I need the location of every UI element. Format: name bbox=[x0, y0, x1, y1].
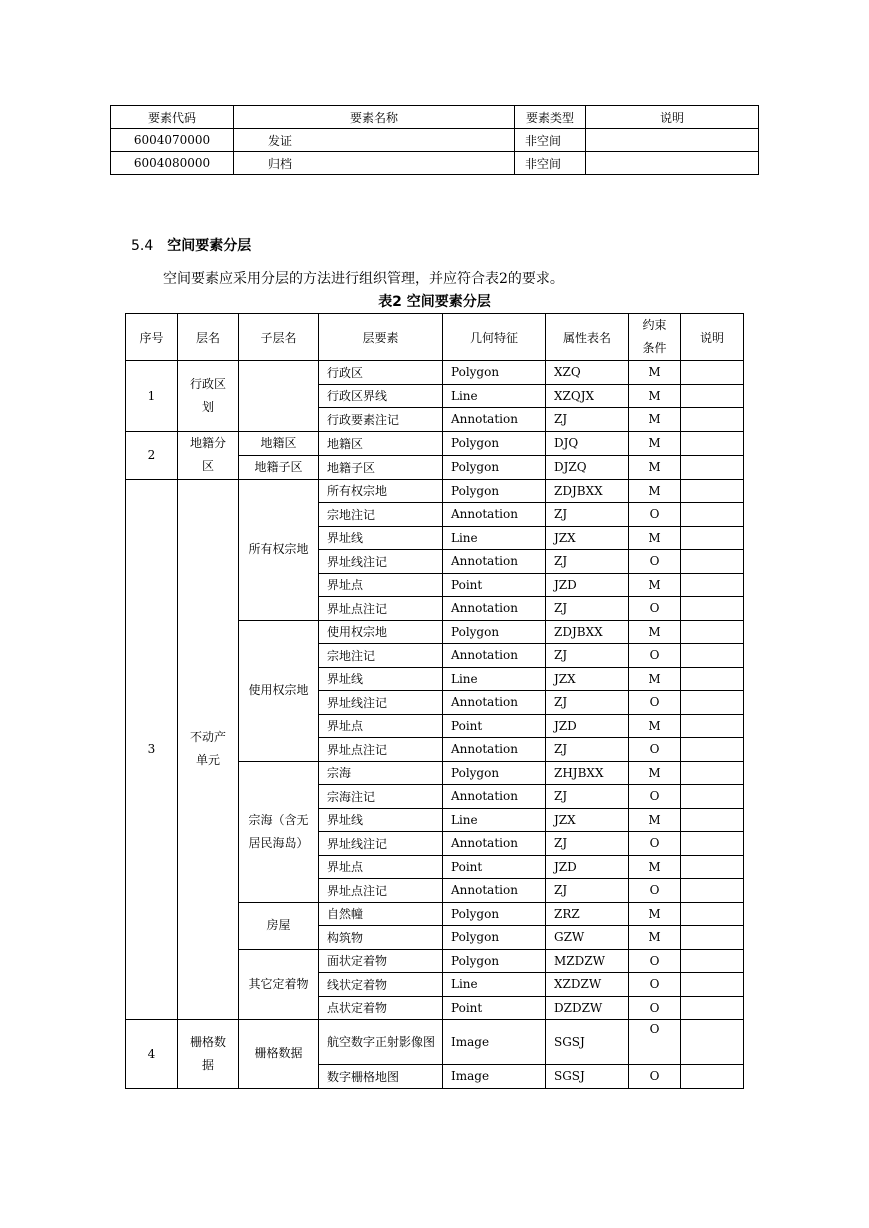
sublayer-cell: 宗海（含无居民海岛） bbox=[239, 761, 319, 902]
constraint-cell: O bbox=[629, 973, 681, 997]
attr-table-cell: ZJ bbox=[546, 408, 629, 432]
attr-table-cell: ZHJBXX bbox=[546, 761, 629, 785]
feature-cell: 界址线注记 bbox=[319, 832, 443, 856]
constraint-cell: M bbox=[629, 573, 681, 597]
table-caption: 表2 空间要素分层 bbox=[378, 294, 491, 310]
spatial-layer-table bbox=[125, 313, 744, 1089]
feature-cell: 界址线 bbox=[319, 667, 443, 691]
constraint-cell: M bbox=[629, 714, 681, 738]
header-cell: 要素名称 bbox=[234, 106, 515, 129]
type-cell: 非空间 bbox=[515, 152, 586, 175]
note-cell bbox=[681, 431, 744, 455]
geometry-cell: Annotation bbox=[443, 644, 546, 668]
geometry-cell: Annotation bbox=[443, 738, 546, 762]
geometry-cell: Polygon bbox=[443, 620, 546, 644]
code-cell: 6004070000 bbox=[111, 129, 234, 152]
constraint-cell: M bbox=[629, 902, 681, 926]
attr-table-cell: DJZQ bbox=[546, 455, 629, 479]
sublayer-cell: 地籍子区 bbox=[239, 455, 319, 479]
note-cell bbox=[681, 408, 744, 432]
constraint-cell: O bbox=[629, 1065, 681, 1089]
feature-cell: 宗海注记 bbox=[319, 785, 443, 809]
feature-cell: 所有权宗地 bbox=[319, 479, 443, 503]
note-cell bbox=[681, 738, 744, 762]
note-cell bbox=[681, 1065, 744, 1089]
attr-table-cell: JZD bbox=[546, 855, 629, 879]
feature-cell: 宗地注记 bbox=[319, 503, 443, 527]
attr-table-cell: GZW bbox=[546, 926, 629, 950]
header-cell: 几何特征 bbox=[443, 314, 546, 361]
note-cell bbox=[681, 902, 744, 926]
attr-table-cell: XZDZW bbox=[546, 973, 629, 997]
note-cell bbox=[681, 996, 744, 1020]
feature-cell: 行政要素注记 bbox=[319, 408, 443, 432]
constraint-cell: M bbox=[629, 479, 681, 503]
constraint-cell: O bbox=[629, 785, 681, 809]
attr-table-cell: ZJ bbox=[546, 879, 629, 903]
constraint-cell: O bbox=[629, 550, 681, 574]
geometry-cell: Annotation bbox=[443, 408, 546, 432]
note-cell bbox=[681, 785, 744, 809]
table-row bbox=[111, 129, 759, 152]
header-cell: 序号 bbox=[126, 314, 178, 361]
feature-cell: 界址点注记 bbox=[319, 597, 443, 621]
header-cell: 子层名 bbox=[239, 314, 319, 361]
body-paragraph: 空间要素应采用分层的方法进行组织管理，并应符合表2的要求。 bbox=[163, 271, 564, 287]
feature-cell: 宗地注记 bbox=[319, 644, 443, 668]
feature-cell: 界址线 bbox=[319, 526, 443, 550]
type-cell: 非空间 bbox=[515, 129, 586, 152]
constraint-cell: M bbox=[629, 926, 681, 950]
table-row bbox=[126, 479, 744, 503]
geometry-cell: Polygon bbox=[443, 761, 546, 785]
attr-table-cell: JZX bbox=[546, 526, 629, 550]
note-cell bbox=[681, 1020, 744, 1065]
note-cell bbox=[681, 808, 744, 832]
attr-table-cell: ZRZ bbox=[546, 902, 629, 926]
attr-table-cell: DJQ bbox=[546, 431, 629, 455]
sublayer-cell: 所有权宗地 bbox=[239, 479, 319, 620]
constraint-cell: O bbox=[629, 832, 681, 856]
note-cell bbox=[681, 573, 744, 597]
geometry-cell: Line bbox=[443, 526, 546, 550]
table-row bbox=[126, 1020, 744, 1065]
header-cell: 说明 bbox=[586, 106, 759, 129]
feature-cell: 宗海 bbox=[319, 761, 443, 785]
attr-table-cell: ZDJBXX bbox=[546, 479, 629, 503]
geometry-cell: Line bbox=[443, 667, 546, 691]
geometry-cell: Point bbox=[443, 573, 546, 597]
attr-table-cell: ZJ bbox=[546, 832, 629, 856]
note-cell bbox=[681, 667, 744, 691]
attr-table-cell: SGSJ bbox=[546, 1065, 629, 1089]
constraint-cell: O bbox=[629, 503, 681, 527]
header-cell: 说明 bbox=[681, 314, 744, 361]
note-cell bbox=[681, 761, 744, 785]
note-cell bbox=[681, 503, 744, 527]
feature-cell: 行政区界线 bbox=[319, 384, 443, 408]
feature-cell: 界址点 bbox=[319, 855, 443, 879]
section-number: 5.4 bbox=[131, 238, 154, 254]
note-cell bbox=[681, 597, 744, 621]
attr-table-cell: ZJ bbox=[546, 691, 629, 715]
note-cell bbox=[681, 455, 744, 479]
header-cell: 层名 bbox=[178, 314, 239, 361]
table-row bbox=[126, 431, 744, 455]
sublayer-cell bbox=[239, 361, 319, 432]
layer-cell: 不动产单元 bbox=[178, 479, 239, 1020]
sublayer-cell: 房屋 bbox=[239, 902, 319, 949]
feature-cell: 构筑物 bbox=[319, 926, 443, 950]
element-code-table bbox=[110, 105, 759, 175]
note-cell bbox=[681, 832, 744, 856]
header-cell: 约束条件 bbox=[629, 314, 681, 361]
table-row bbox=[111, 152, 759, 175]
geometry-cell: Polygon bbox=[443, 926, 546, 950]
section-title: 空间要素分层 bbox=[167, 238, 252, 254]
feature-cell: 点状定着物 bbox=[319, 996, 443, 1020]
sublayer-cell: 栅格数据 bbox=[239, 1020, 319, 1089]
constraint-cell: M bbox=[629, 855, 681, 879]
geometry-cell: Annotation bbox=[443, 832, 546, 856]
constraint-cell: O bbox=[629, 597, 681, 621]
constraint-cell: O bbox=[629, 644, 681, 668]
feature-cell: 界址点注记 bbox=[319, 738, 443, 762]
section-heading bbox=[131, 235, 251, 255]
feature-cell: 地籍子区 bbox=[319, 455, 443, 479]
constraint-cell: O bbox=[629, 691, 681, 715]
constraint-cell: O bbox=[629, 996, 681, 1020]
header-cell: 层要素 bbox=[319, 314, 443, 361]
name-cell: 归档 bbox=[234, 152, 515, 175]
table-header-row bbox=[126, 314, 744, 361]
feature-cell: 界址点注记 bbox=[319, 879, 443, 903]
note-cell bbox=[681, 855, 744, 879]
constraint-cell: O bbox=[629, 1020, 681, 1065]
geometry-cell: Annotation bbox=[443, 550, 546, 574]
geometry-cell: Polygon bbox=[443, 479, 546, 503]
constraint-cell: O bbox=[629, 738, 681, 762]
attr-table-cell: ZJ bbox=[546, 644, 629, 668]
sublayer-cell: 使用权宗地 bbox=[239, 620, 319, 761]
note-cell bbox=[681, 384, 744, 408]
feature-cell: 界址点 bbox=[319, 573, 443, 597]
feature-cell: 界址线注记 bbox=[319, 550, 443, 574]
sublayer-cell: 地籍区 bbox=[239, 431, 319, 455]
note-cell bbox=[586, 129, 759, 152]
feature-cell: 界址线注记 bbox=[319, 691, 443, 715]
attr-table-cell: SGSJ bbox=[546, 1020, 629, 1065]
note-cell bbox=[586, 152, 759, 175]
header-cell: 要素类型 bbox=[515, 106, 586, 129]
note-cell bbox=[681, 550, 744, 574]
constraint-cell: M bbox=[629, 620, 681, 644]
note-cell bbox=[681, 644, 744, 668]
note-cell bbox=[681, 879, 744, 903]
layer-cell: 行政区划 bbox=[178, 361, 239, 432]
note-cell bbox=[681, 714, 744, 738]
layer-cell: 栅格数据 bbox=[178, 1020, 239, 1089]
sublayer-cell: 其它定着物 bbox=[239, 949, 319, 1020]
feature-cell: 地籍区 bbox=[319, 431, 443, 455]
seq-cell: 1 bbox=[126, 361, 178, 432]
geometry-cell: Point bbox=[443, 714, 546, 738]
geometry-cell: Line bbox=[443, 808, 546, 832]
header-cell: 属性表名 bbox=[546, 314, 629, 361]
attr-table-cell: ZJ bbox=[546, 785, 629, 809]
constraint-cell: M bbox=[629, 408, 681, 432]
note-cell bbox=[681, 973, 744, 997]
feature-cell: 数字栅格地图 bbox=[319, 1065, 443, 1089]
geometry-cell: Polygon bbox=[443, 361, 546, 385]
feature-cell: 面状定着物 bbox=[319, 949, 443, 973]
geometry-cell: Annotation bbox=[443, 785, 546, 809]
geometry-cell: Annotation bbox=[443, 503, 546, 527]
seq-cell: 3 bbox=[126, 479, 178, 1020]
note-cell bbox=[681, 691, 744, 715]
attr-table-cell: JZD bbox=[546, 573, 629, 597]
layer-cell: 地籍分区 bbox=[178, 431, 239, 479]
header-cell: 要素代码 bbox=[111, 106, 234, 129]
attr-table-cell: JZX bbox=[546, 808, 629, 832]
attr-table-cell: MZDZW bbox=[546, 949, 629, 973]
constraint-cell: M bbox=[629, 455, 681, 479]
constraint-cell: M bbox=[629, 526, 681, 550]
geometry-cell: Image bbox=[443, 1020, 546, 1065]
note-cell bbox=[681, 926, 744, 950]
attr-table-cell: ZJ bbox=[546, 503, 629, 527]
constraint-cell: M bbox=[629, 808, 681, 832]
feature-cell: 界址点 bbox=[319, 714, 443, 738]
geometry-cell: Polygon bbox=[443, 949, 546, 973]
constraint-cell: M bbox=[629, 761, 681, 785]
feature-cell: 界址线 bbox=[319, 808, 443, 832]
attr-table-cell: JZX bbox=[546, 667, 629, 691]
geometry-cell: Annotation bbox=[443, 691, 546, 715]
attr-table-cell: JZD bbox=[546, 714, 629, 738]
note-cell bbox=[681, 526, 744, 550]
geometry-cell: Line bbox=[443, 384, 546, 408]
attr-table-cell: ZJ bbox=[546, 597, 629, 621]
seq-cell: 2 bbox=[126, 431, 178, 479]
geometry-cell: Annotation bbox=[443, 879, 546, 903]
attr-table-cell: ZJ bbox=[546, 738, 629, 762]
constraint-cell: O bbox=[629, 879, 681, 903]
geometry-cell: Polygon bbox=[443, 902, 546, 926]
geometry-cell: Polygon bbox=[443, 431, 546, 455]
note-cell bbox=[681, 361, 744, 385]
seq-cell: 4 bbox=[126, 1020, 178, 1089]
attr-table-cell: XZQ bbox=[546, 361, 629, 385]
attr-table-cell: ZDJBXX bbox=[546, 620, 629, 644]
feature-cell: 自然幢 bbox=[319, 902, 443, 926]
attr-table-cell: XZQJX bbox=[546, 384, 629, 408]
feature-cell: 线状定着物 bbox=[319, 973, 443, 997]
constraint-cell: M bbox=[629, 431, 681, 455]
code-cell: 6004080000 bbox=[111, 152, 234, 175]
constraint-cell: M bbox=[629, 384, 681, 408]
table-header-row bbox=[111, 106, 759, 129]
geometry-cell: Line bbox=[443, 973, 546, 997]
feature-cell: 航空数字正射影像图 bbox=[319, 1020, 443, 1065]
constraint-cell: O bbox=[629, 949, 681, 973]
geometry-cell: Point bbox=[443, 855, 546, 879]
attr-table-cell: DZDZW bbox=[546, 996, 629, 1020]
feature-cell: 使用权宗地 bbox=[319, 620, 443, 644]
geometry-cell: Point bbox=[443, 996, 546, 1020]
name-cell: 发证 bbox=[234, 129, 515, 152]
constraint-cell: M bbox=[629, 361, 681, 385]
note-cell bbox=[681, 620, 744, 644]
geometry-cell: Image bbox=[443, 1065, 546, 1089]
geometry-cell: Annotation bbox=[443, 597, 546, 621]
note-cell bbox=[681, 479, 744, 503]
feature-cell: 行政区 bbox=[319, 361, 443, 385]
geometry-cell: Polygon bbox=[443, 455, 546, 479]
table-row bbox=[126, 361, 744, 385]
note-cell bbox=[681, 949, 744, 973]
attr-table-cell: ZJ bbox=[546, 550, 629, 574]
constraint-cell: M bbox=[629, 667, 681, 691]
